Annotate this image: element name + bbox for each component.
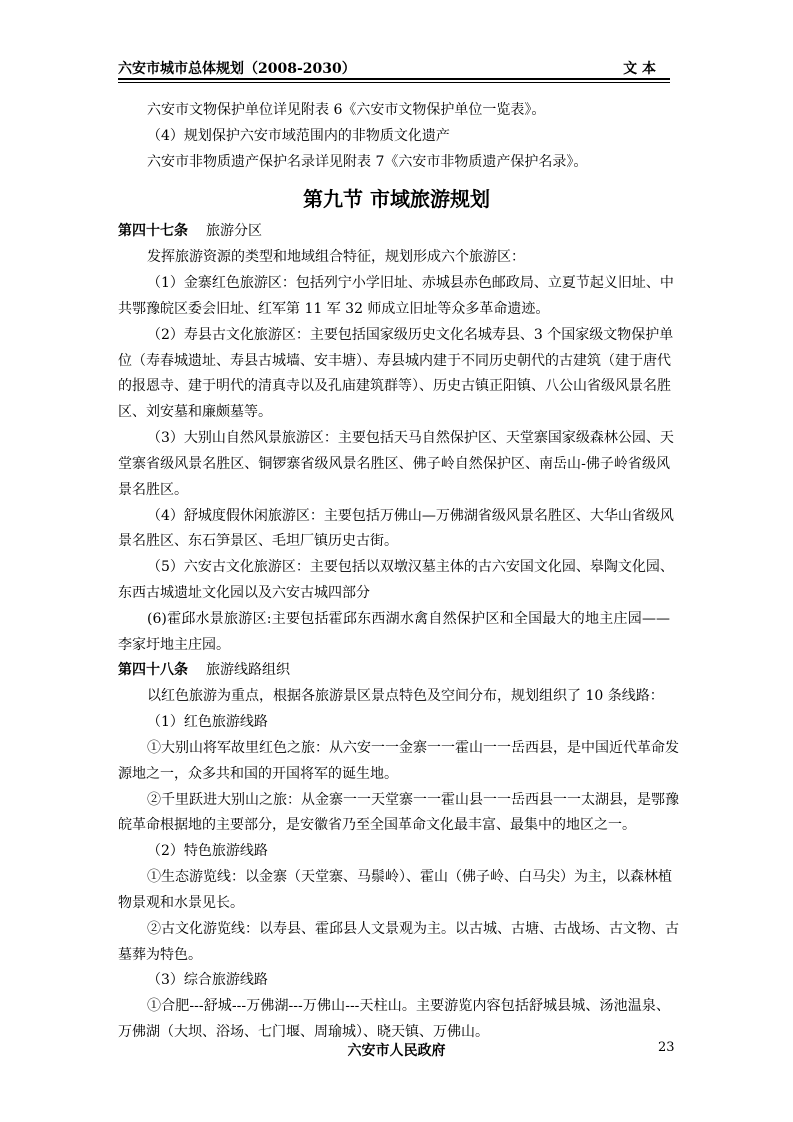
paragraph-line: 六安市非物质遗产保护名录详见附表 7《六安市非物质遗产保护名录》。 xyxy=(147,154,588,170)
article-heading-48 xyxy=(118,660,290,680)
article-title: 旅游线路组织 xyxy=(206,662,290,678)
paragraph-line: （3）大别山自然风景旅游区：主要包括天马自然保护区、天堂寨国家级森林公园、天 xyxy=(147,430,674,446)
paragraph-line: 的报恩寺、建于明代的清真寺以及孔庙建筑群等）、历史古镇正阳镇、八公山省级风景名胜 xyxy=(118,378,671,394)
page-header xyxy=(118,58,670,76)
paragraph-line: ①合肥---舒城---万佛湖---万佛山---天柱山。主要游览内容包括舒城县城、汤池温泉、 xyxy=(147,998,670,1014)
paragraph-line: 景名胜区、东石笋景区、毛坦厂镇历史古街。 xyxy=(118,533,398,549)
article-number: 第四十七条 xyxy=(118,223,188,239)
paragraph-line: 区、刘安墓和廉颇墓等。 xyxy=(118,404,272,420)
paragraph-line: 皖革命根据地的主要部分，是安徽省乃至全国革命文化最丰富、最集中的地区之一。 xyxy=(118,817,636,833)
paragraph-line: 位（寿春城遗址、寿县古城墙、安丰塘）、寿县城内建于不同历史朝代的古建筑（建于唐代 xyxy=(118,353,671,369)
paragraph-line: 源地之一，众多共和国的开国将军的诞生地。 xyxy=(118,766,398,782)
paragraph-line: 发挥旅游资源的类型和地域组合特征，规划形成六个旅游区： xyxy=(147,249,525,265)
paragraph-line: （3）综合旅游线路 xyxy=(147,972,268,988)
paragraph-line: （2）寿县古文化旅游区：主要包括国家级历史文化名城寿县、3 个国家级文物保护单 xyxy=(147,327,674,343)
header-title: 六安市城市总体规划（2008-2030） xyxy=(118,61,356,77)
paragraph-line: （2）特色旅游线路 xyxy=(147,843,268,859)
paragraph-line: 以红色旅游为重点，根据各旅游景区景点特色及空间分布，规划组织了 10 条线路： xyxy=(147,688,664,704)
header-doc-type: 文 本 xyxy=(623,61,656,77)
footer-organization: 六安市人民政府 xyxy=(347,1043,446,1059)
paragraph-line: 物景观和水景见长。 xyxy=(118,895,244,911)
header-rule-thin xyxy=(118,82,670,83)
paragraph-line: （4）规划保护六安市域范围内的非物质文化遗产 xyxy=(147,128,450,144)
paragraph-line: ①大别山将军故里红色之旅：从六安一一金寨一一霍山一一岳西县，是中国近代革命发 xyxy=(147,740,679,756)
paragraph-line: 墓葬为特色。 xyxy=(118,947,202,963)
paragraph-line: 东西古城遗址文化园以及六安古城四部分 xyxy=(118,585,370,601)
article-heading-47 xyxy=(118,221,262,241)
paragraph-line: ①生态游览线：以金寨（天堂寨、马鬃岭）、霍山（佛子岭、白马尖）为主，以森林植 xyxy=(147,869,672,885)
paragraph-line: (6)霍邱水景旅游区:主要包括霍邱东西湖水禽自然保护区和全国最大的地主庄园—— xyxy=(147,611,670,627)
header-rule-thick xyxy=(118,78,670,80)
paragraph-line: （1）金寨红色旅游区：包括列宁小学旧址、赤城县赤色邮政局、立夏节起义旧址、中 xyxy=(147,275,674,291)
paragraph-line: ②千里跃进大别山之旅：从金寨一一天堂寨一一霍山县一一岳西县一一太湖县，是鄂豫 xyxy=(147,792,679,808)
paragraph-line: （5）六安古文化旅游区：主要包括以双墩汉墓主体的古六安国文化园、皋陶文化园、 xyxy=(147,559,674,575)
article-number: 第四十八条 xyxy=(118,662,188,678)
article-title: 旅游分区 xyxy=(206,223,262,239)
paragraph-line: 堂寨省级风景名胜区、铜锣寨省级风景名胜区、佛子岭自然保护区、南岳山-佛子岭省级风 xyxy=(118,456,670,472)
paragraph-line: 六安市文物保护单位详见附表 6《六安市文物保护单位一览表》。 xyxy=(147,102,546,118)
section-title: 第九节 市域旅游规划 xyxy=(303,187,490,212)
page-number: 23 xyxy=(658,1040,675,1055)
paragraph-line: 万佛湖（大坝、浴场、七门堰、周瑜城）、晓天镇、万佛山。 xyxy=(118,1024,489,1040)
paragraph-line: ②古文化游览线：以寿县、霍邱县人文景观为主。以古城、古塘、古战场、古文物、古 xyxy=(147,921,679,937)
paragraph-line: 共鄂豫皖区委会旧址、红军第 11 军 32 师成立旧址等众多革命遗迹。 xyxy=(118,301,550,317)
paragraph-line: 景名胜区。 xyxy=(118,482,188,498)
paragraph-line: （1）红色旅游线路 xyxy=(147,714,268,730)
paragraph-line: 李家圩地主庄园。 xyxy=(118,637,230,653)
paragraph-line: （4）舒城度假休闲旅游区：主要包括万佛山—万佛湖省级风景名胜区、大华山省级风 xyxy=(147,508,674,524)
